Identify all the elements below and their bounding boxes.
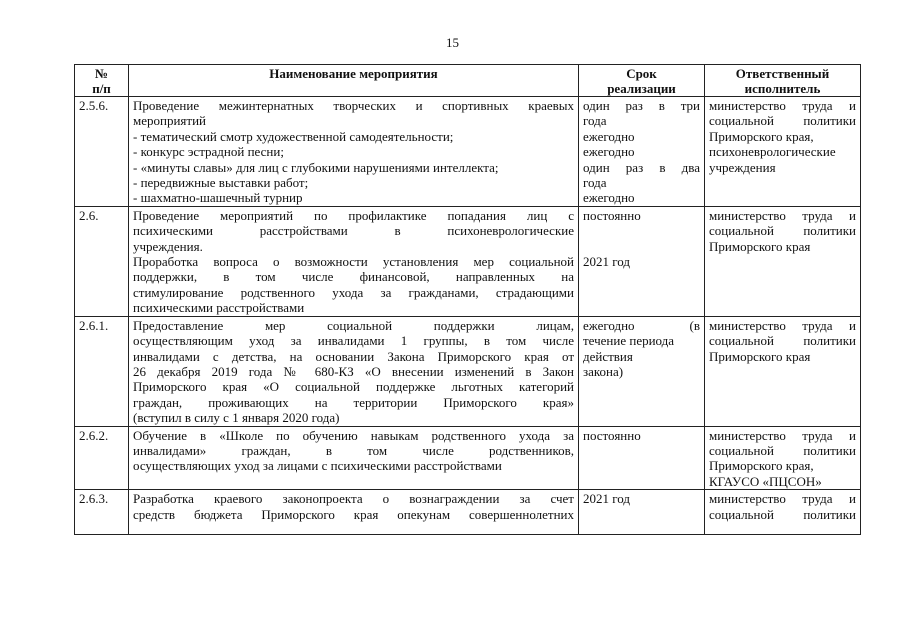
name-line: инвалидами с детства, на основании Закона Приморского края от [133, 348, 574, 364]
name-line: поддержки, в том числе финансовой, направленных на [133, 269, 574, 285]
term-line: действия [583, 348, 633, 364]
header-term-line: Срок [626, 66, 657, 81]
term-line: ежегодно [583, 144, 635, 160]
responsible-line: министерство труда и [709, 427, 856, 443]
header-num-line: № [94, 66, 109, 81]
responsible-line: социальной политики [709, 333, 856, 349]
responsible-line: КГАУСО «ПЦСОН» [709, 473, 822, 489]
responsible-line: министерство труда и [709, 98, 856, 113]
name-line: инвалидами» граждан, в том числе родственников, [133, 442, 574, 458]
term-line [583, 223, 700, 238]
name-line: - тематический смотр художественной самодеятельности; [133, 128, 454, 144]
row-term [579, 206, 705, 316]
responsible-line: министерство труда и [709, 317, 856, 333]
responsible-line: социальной политики [709, 442, 856, 458]
name-line: - «минуты славы» для лиц с глубокими нарушениями интеллекта; [133, 159, 499, 175]
term-line: 2021 год [583, 491, 630, 507]
name-line: осуществляющих уход за лицами с психическими расстройствами [133, 458, 502, 474]
row-number: 2.6. [75, 206, 129, 316]
name-line: Предоставление мер социальной поддержки лицам, [133, 317, 574, 333]
name-line: Обучение в «Школе по обучению навыкам родственного ухода за [133, 427, 574, 443]
name-line: мероприятий [133, 113, 206, 129]
header-term [579, 65, 705, 97]
table-row [75, 490, 861, 535]
row-term [579, 97, 705, 207]
page-number: 15 [446, 35, 459, 50]
row-term [579, 490, 705, 535]
row-name [129, 426, 579, 490]
name-line: (вступил в силу с 1 января 2020 года) [133, 410, 340, 426]
term-line: ежегодно (в [583, 317, 700, 333]
table-header-row [75, 65, 861, 97]
header-num-line: п/п [92, 81, 111, 96]
term-line: года [583, 113, 607, 129]
term-line: закона) [583, 363, 624, 379]
term-line: один раз в три [583, 98, 700, 113]
name-line: психическими расстройствами [133, 300, 305, 316]
header-responsible-line: исполнитель [744, 81, 821, 96]
name-line: Проработка вопроса о возможности установления мер социальной [133, 254, 574, 270]
term-line: 2021 год [583, 254, 630, 270]
term-line: ежегодно [583, 128, 635, 144]
name-line: учреждения. [133, 238, 203, 254]
name-line: граждан, проживающих на территории Приморского края» [133, 394, 574, 410]
header-num [75, 65, 129, 97]
responsible-line: Приморского края [709, 238, 811, 254]
responsible-line: министерство труда и [709, 491, 856, 507]
header-responsible-line: Ответственный [735, 66, 830, 81]
name-line: 26 декабря 2019 года № 680-КЗ «О внесении изменений в Закон [133, 363, 574, 379]
row-responsible [705, 316, 861, 426]
table-row [75, 316, 861, 426]
row-number: 2.6.1. [75, 316, 129, 426]
name-line: средств бюджета Приморского края опекунам совершеннолетних [133, 506, 574, 522]
row-term [579, 316, 705, 426]
responsible-line: социальной политики [709, 223, 856, 239]
row-name [129, 97, 579, 207]
responsible-line: Приморского края, [709, 128, 814, 144]
table-row [75, 97, 861, 207]
responsible-line: социальной политики [709, 506, 856, 522]
row-name [129, 316, 579, 426]
row-responsible [705, 490, 861, 535]
name-line: Разработка краевого законопроекта о вознаграждении за счет [133, 491, 574, 507]
name-line: - конкурс эстрадной песни; [133, 144, 284, 160]
name-line: - шахматно-шашечный турнир [133, 190, 303, 206]
measures-table [74, 64, 861, 535]
responsible-line: учреждения [709, 159, 776, 175]
header-name: Наименование мероприятия [129, 65, 579, 97]
row-responsible [705, 97, 861, 207]
row-name [129, 206, 579, 316]
term-line: постоянно [583, 207, 641, 223]
row-number: 2.6.2. [75, 426, 129, 490]
row-term [579, 426, 705, 490]
name-line: - передвижные выставки работ; [133, 175, 309, 191]
name-line: Проведение межинтернатных творческих и спортивных краевых [133, 98, 574, 113]
table-row [75, 206, 861, 316]
term-line: ежегодно [583, 190, 635, 206]
term-line: течение периода [583, 333, 675, 349]
responsible-line: психоневрологические [709, 144, 836, 160]
name-line: стимулирование родственного ухода за гражданами, страдающими [133, 284, 574, 300]
name-line: Приморского края «О социальной поддержке льготных категорий [133, 379, 574, 395]
term-line [583, 239, 700, 254]
header-responsible [705, 65, 861, 97]
name-line: Проведение мероприятий по профилактике попадания лиц с [133, 207, 574, 223]
term-line: один раз в два [583, 159, 700, 175]
term-line: года [583, 175, 607, 191]
row-name [129, 490, 579, 535]
row-responsible [705, 426, 861, 490]
responsible-line: социальной политики [709, 113, 856, 129]
term-line: постоянно [583, 427, 641, 443]
header-term-line: реализации [607, 81, 676, 96]
table-row [75, 426, 861, 490]
row-number [75, 490, 129, 535]
row-number: 2.5.6. [75, 97, 129, 207]
row-number-text: 2.6.3. [79, 491, 109, 507]
responsible-line: Приморского края, [709, 458, 814, 474]
row-responsible [705, 206, 861, 316]
name-line: осуществляющим уход за инвалидами 1 группы, в том числе [133, 333, 574, 349]
responsible-line: министерство труда и [709, 207, 856, 223]
name-line: психическими расстройствами в психоневрологические [133, 223, 574, 239]
responsible-line: Приморского края [709, 348, 811, 364]
